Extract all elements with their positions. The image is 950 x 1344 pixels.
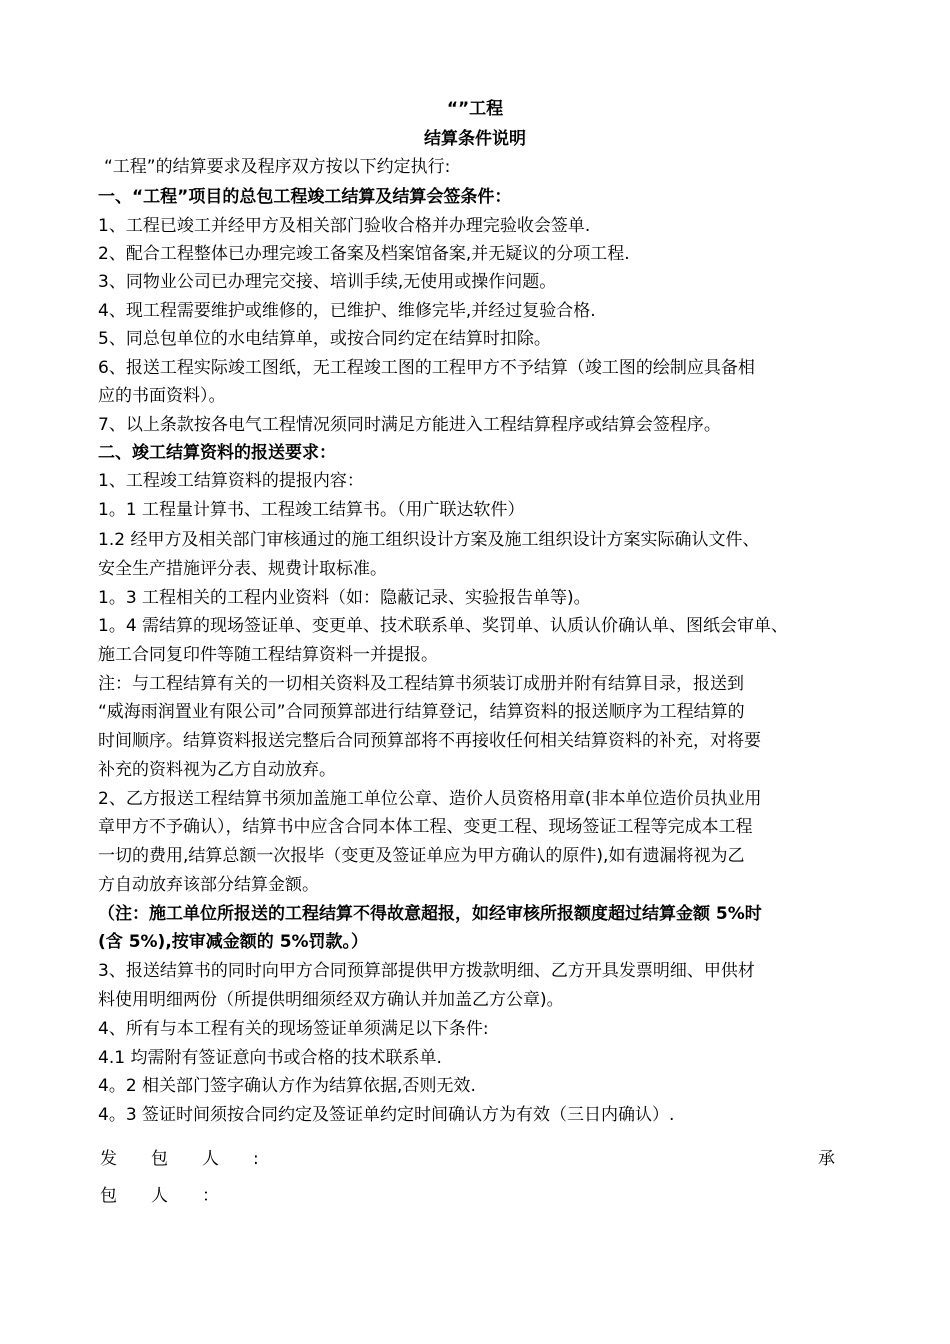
bold-note-line: (含 5%),按审减金额的 5%罚款。） bbox=[98, 932, 369, 952]
s2-line: 1。4 需结算的现场签证单、变更单、技术联系单、奖罚单、认质认价确认单、图纸会审单、 bbox=[98, 616, 789, 636]
s2-line: 补充的资料视为乙方自动放弃。 bbox=[98, 760, 336, 780]
s3-line: 3、报送结算书的同时向甲方合同预算部提供甲方拨款明细、乙方开具发票明细、甲供材 bbox=[98, 961, 755, 981]
intro-line: “工程”的结算要求及程序双方按以下约定执行: bbox=[104, 157, 451, 177]
s1-line: 4、现工程需要维护或维修的，已维护、维修完毕,并经过复验合格. bbox=[98, 301, 596, 321]
s1-line: 6、报送工程实际竣工图纸，无工程竣工图的工程甲方不予结算（竣工图的绘制应具备相 bbox=[98, 358, 755, 378]
s2-line: 时间顺序。结算资料报送完整后合同预算部将不再接收任何相关结算资料的补充，对将要 bbox=[98, 731, 761, 751]
s3-line: 料使用明细两份（所提供明细须经双方确认并加盖乙方公章)。 bbox=[98, 990, 564, 1010]
section-1-heading: 一、“工程”项目的总包工程竣工结算及结算会签条件： bbox=[98, 187, 512, 207]
s2-line: 1.2 经甲方及相关部门审核通过的施工组织设计方案及施工组织设计方案实际确认文件、 bbox=[98, 530, 760, 550]
s1-line: 3、同物业公司已办理完交接、培训手续,无使用或操作问题。 bbox=[98, 272, 557, 292]
bold-note-line: （注：施工单位所报送的工程结算不得故意超报，如经审核所报额度超过结算金额 5%时 bbox=[98, 904, 762, 924]
s2-line: 注：与工程结算有关的一切相关资料及工程结算书须装订成册并附有结算目录，报送到 bbox=[98, 674, 744, 694]
s1-line: 1、工程已竣工并经甲方及相关部门验收合格并办理完验收会签单. bbox=[98, 216, 591, 236]
document-subtitle: 结算条件说明 bbox=[424, 129, 526, 149]
s3-line: 4。3 签证时间须按合同约定及签证单约定时间确认方为有效（三日内确认）. bbox=[98, 1105, 675, 1125]
s2-line: 方自动放弃该部分结算金额。 bbox=[98, 875, 319, 895]
document-title: “”工程 bbox=[446, 99, 504, 119]
signature-party-a: 发包人: bbox=[100, 1149, 293, 1169]
s2-line: 1。3 工程相关的工程内业资料（如：隐蔽记录、实验报告单等)。 bbox=[98, 588, 591, 608]
s2-line: 1。1 工程量计算书、工程竣工结算书。（用广联达软件） bbox=[98, 500, 525, 520]
section-2-heading: 二、竣工结算资料的报送要求： bbox=[98, 443, 336, 463]
s1-line: 7、以上条款按各电气工程情况须同时满足方能进入工程结算程序或结算会签程序。 bbox=[98, 415, 721, 435]
s2-line: 一切的费用,结算总额一次报毕（变更及签证单应为甲方确认的原件),如有遗漏将视为乙 bbox=[98, 846, 745, 866]
s2-line: 施工合同复印件等随工程结算资料一并提报。 bbox=[98, 645, 438, 665]
s2-line: 安全生产措施评分表、规费计取标准。 bbox=[98, 559, 387, 579]
s1-line: 应的书面资料）。 bbox=[98, 386, 226, 406]
s2-line: 2、乙方报送工程结算书须加盖施工单位公章、造价人员资格用章(非本单位造价员执业用 bbox=[98, 789, 762, 809]
s1-line: 5、同总包单位的水电结算单，或按合同约定在结算时扣除。 bbox=[98, 329, 551, 349]
s3-line: 4。2 相关部门签字确认方作为结算依据,否则无效. bbox=[98, 1076, 476, 1096]
signature-party-b-end: 包人： bbox=[100, 1186, 253, 1206]
s2-line: 章甲方不予确认），结算书中应含合同本体工程、变更工程、现场签证工程等完成本工程 bbox=[98, 817, 753, 837]
s3-line: 4.1 均需附有签证意向书或合格的技术联系单. bbox=[98, 1048, 442, 1068]
s2-line: “威海雨润置业有限公司”合同预算部进行结算登记，结算资料的报送顺序为工程结算的 bbox=[98, 702, 745, 722]
s1-line: 2、配合工程整体已办理完竣工备案及档案馆备案,并无疑议的分项工程. bbox=[98, 244, 630, 264]
s2-line: 1、工程竣工结算资料的提报内容： bbox=[98, 471, 364, 491]
s3-line: 4、所有与本工程有关的现场签证单须满足以下条件: bbox=[98, 1019, 489, 1039]
signature-party-b-start: 承 bbox=[818, 1149, 835, 1169]
